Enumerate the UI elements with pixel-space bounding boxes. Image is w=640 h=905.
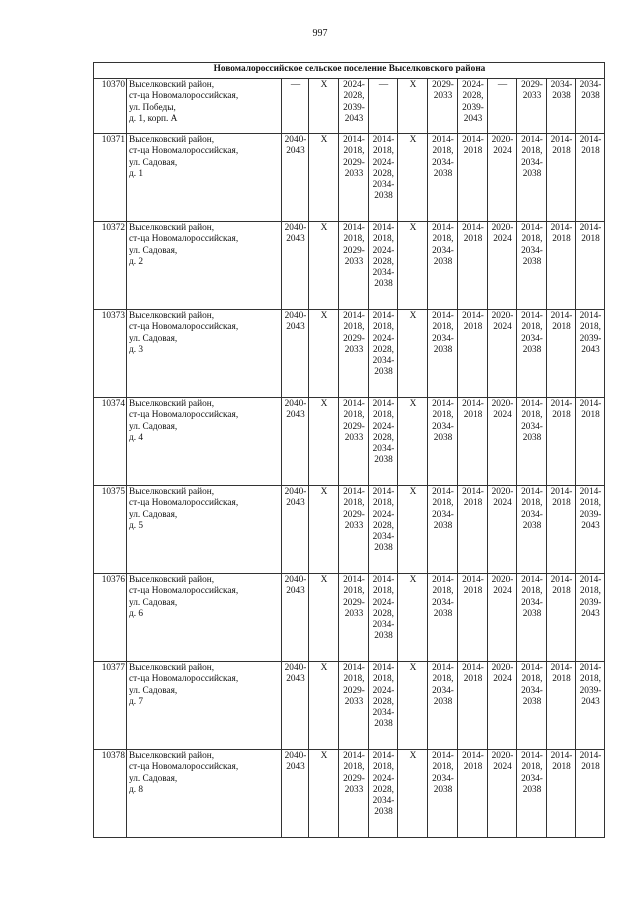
- period-cell: 2014- 2018: [458, 486, 488, 574]
- period-cell: X: [398, 750, 428, 838]
- period-cell: X: [309, 310, 339, 398]
- row-number: 10376: [94, 574, 127, 662]
- period-cell: —: [369, 79, 398, 134]
- period-cell: 2014- 2018, 2034- 2038: [428, 310, 458, 398]
- period-cell: 2020- 2024: [488, 398, 517, 486]
- period-cell: 2014- 2018, 2034- 2038: [517, 222, 547, 310]
- period-cell: 2020- 2024: [488, 222, 517, 310]
- period-cell: 2014- 2018, 2034- 2038: [428, 750, 458, 838]
- period-cell: 2014- 2018, 2029- 2033: [339, 750, 369, 838]
- address-cell: Выселковский район, ст-ца Новомалороссийская, ул. Победы, д. 1, корп. А: [127, 79, 282, 134]
- row-number: 10370: [94, 79, 127, 134]
- period-cell: 2014- 2018, 2024- 2028, 2034- 2038: [369, 574, 398, 662]
- table-row: [94, 574, 605, 662]
- period-cell: 2034- 2038: [576, 79, 605, 134]
- address-cell: Выселковский район, ст-ца Новомалороссийская, ул. Садовая, д. 5: [127, 486, 282, 574]
- period-cell: X: [309, 486, 339, 574]
- period-cell: 2014- 2018, 2034- 2038: [517, 398, 547, 486]
- period-cell: X: [398, 310, 428, 398]
- period-cell: 2014- 2018, 2034- 2038: [428, 222, 458, 310]
- period-cell: X: [398, 134, 428, 222]
- period-cell: 2014- 2018, 2029- 2033: [339, 134, 369, 222]
- period-cell: 2020- 2024: [488, 486, 517, 574]
- page-number: 997: [312, 28, 328, 39]
- row-number: 10372: [94, 222, 127, 310]
- period-cell: 2014- 2018, 2034- 2038: [517, 310, 547, 398]
- period-cell: 2040- 2043: [282, 750, 309, 838]
- period-cell: X: [398, 662, 428, 750]
- address-cell: Выселковский район, ст-ца Новомалороссийская, ул. Садовая, д. 6: [127, 574, 282, 662]
- period-cell: 2014- 2018: [547, 222, 576, 310]
- period-cell: 2029- 2033: [517, 79, 547, 134]
- table-row: [94, 750, 605, 838]
- period-cell: 2014- 2018: [576, 134, 605, 222]
- period-cell: 2014- 2018, 2029- 2033: [339, 486, 369, 574]
- period-cell: 2014- 2018, 2039- 2043: [576, 310, 605, 398]
- row-number: 10374: [94, 398, 127, 486]
- period-cell: 2040- 2043: [282, 222, 309, 310]
- period-cell: 2014- 2018, 2034- 2038: [428, 398, 458, 486]
- period-cell: 2014- 2018: [458, 134, 488, 222]
- row-number: 10371: [94, 134, 127, 222]
- period-cell: 2014- 2018: [458, 222, 488, 310]
- period-cell: 2014- 2018, 2029- 2033: [339, 574, 369, 662]
- table-row: [94, 222, 605, 310]
- period-cell: 2014- 2018, 2024- 2028, 2034- 2038: [369, 222, 398, 310]
- period-cell: 2040- 2043: [282, 662, 309, 750]
- period-cell: 2014- 2018, 2039- 2043: [576, 662, 605, 750]
- period-cell: 2014- 2018: [547, 398, 576, 486]
- table-row: [94, 398, 605, 486]
- period-cell: 2014- 2018, 2024- 2028, 2034- 2038: [369, 750, 398, 838]
- period-cell: X: [398, 486, 428, 574]
- period-cell: 2014- 2018, 2024- 2028, 2034- 2038: [369, 662, 398, 750]
- period-cell: X: [398, 574, 428, 662]
- period-cell: X: [309, 134, 339, 222]
- period-cell: X: [309, 398, 339, 486]
- period-cell: 2014- 2018, 2034- 2038: [428, 486, 458, 574]
- period-cell: 2014- 2018, 2034- 2038: [517, 574, 547, 662]
- period-cell: 2014- 2018: [576, 398, 605, 486]
- period-cell: 2040- 2043: [282, 134, 309, 222]
- period-cell: 2014- 2018: [458, 574, 488, 662]
- period-cell: 2029- 2033: [428, 79, 458, 134]
- period-cell: 2014- 2018: [547, 662, 576, 750]
- period-cell: X: [309, 750, 339, 838]
- period-cell: 2020- 2024: [488, 134, 517, 222]
- table-row: [94, 486, 605, 574]
- period-cell: 2014- 2018, 2029- 2033: [339, 222, 369, 310]
- period-cell: 2020- 2024: [488, 310, 517, 398]
- period-cell: 2014- 2018: [576, 222, 605, 310]
- address-cell: Выселковский район, ст-ца Новомалороссийская, ул. Садовая, д. 2: [127, 222, 282, 310]
- period-cell: 2014- 2018, 2034- 2038: [517, 750, 547, 838]
- period-cell: 2014- 2018, 2034- 2038: [517, 134, 547, 222]
- period-cell: 2014- 2018, 2029- 2033: [339, 662, 369, 750]
- table-row: [94, 310, 605, 398]
- table-row: [94, 134, 605, 222]
- period-cell: 2034- 2038: [547, 79, 576, 134]
- period-cell: 2014- 2018, 2034- 2038: [428, 574, 458, 662]
- address-cell: Выселковский район, ст-ца Новомалороссийская, ул. Садовая, д. 7: [127, 662, 282, 750]
- period-cell: 2014- 2018, 2024- 2028, 2034- 2038: [369, 134, 398, 222]
- register-table: [93, 62, 605, 838]
- period-cell: 2014- 2018, 2039- 2043: [576, 486, 605, 574]
- period-cell: 2020- 2024: [488, 750, 517, 838]
- address-cell: Выселковский район, ст-ца Новомалороссийская, ул. Садовая, д. 3: [127, 310, 282, 398]
- period-cell: 2040- 2043: [282, 486, 309, 574]
- row-number: 10375: [94, 486, 127, 574]
- period-cell: 2014- 2018, 2029- 2033: [339, 398, 369, 486]
- period-cell: X: [398, 222, 428, 310]
- period-cell: —: [282, 79, 309, 134]
- period-cell: 2014- 2018, 2024- 2028, 2034- 2038: [369, 310, 398, 398]
- period-cell: 2014- 2018, 2039- 2043: [576, 574, 605, 662]
- table-row: [94, 79, 605, 134]
- period-cell: 2014- 2018: [458, 662, 488, 750]
- period-cell: X: [309, 574, 339, 662]
- period-cell: X: [398, 398, 428, 486]
- table-row: [94, 662, 605, 750]
- period-cell: 2040- 2043: [282, 398, 309, 486]
- period-cell: 2014- 2018: [458, 750, 488, 838]
- period-cell: 2014- 2018, 2034- 2038: [517, 662, 547, 750]
- row-number: 10377: [94, 662, 127, 750]
- period-cell: 2014- 2018: [458, 310, 488, 398]
- period-cell: 2014- 2018, 2029- 2033: [339, 310, 369, 398]
- period-cell: 2014- 2018, 2034- 2038: [517, 486, 547, 574]
- period-cell: 2014- 2018: [547, 574, 576, 662]
- period-cell: 2040- 2043: [282, 310, 309, 398]
- period-cell: 2014- 2018: [547, 486, 576, 574]
- period-cell: 2014- 2018: [547, 750, 576, 838]
- period-cell: 2014- 2018, 2034- 2038: [428, 134, 458, 222]
- period-cell: 2014- 2018, 2034- 2038: [428, 662, 458, 750]
- section-title: Новомалороссийское сельское поселение Выселковского района: [94, 63, 605, 79]
- period-cell: 2014- 2018: [547, 310, 576, 398]
- period-cell: 2020- 2024: [488, 662, 517, 750]
- period-cell: 2014- 2018, 2024- 2028, 2034- 2038: [369, 486, 398, 574]
- period-cell: 2014- 2018, 2024- 2028, 2034- 2038: [369, 398, 398, 486]
- period-cell: 2014- 2018: [547, 134, 576, 222]
- period-cell: 2024- 2028, 2039- 2043: [458, 79, 488, 134]
- address-cell: Выселковский район, ст-ца Новомалороссийская, ул. Садовая, д. 1: [127, 134, 282, 222]
- period-cell: 2020- 2024: [488, 574, 517, 662]
- address-cell: Выселковский район, ст-ца Новомалороссийская, ул. Садовая, д. 4: [127, 398, 282, 486]
- row-number: 10378: [94, 750, 127, 838]
- row-number: 10373: [94, 310, 127, 398]
- period-cell: X: [309, 79, 339, 134]
- period-cell: 2040- 2043: [282, 574, 309, 662]
- period-cell: 2024- 2028, 2039- 2043: [339, 79, 369, 134]
- period-cell: 2014- 2018: [576, 750, 605, 838]
- period-cell: —: [488, 79, 517, 134]
- address-cell: Выселковский район, ст-ца Новомалороссийская, ул. Садовая, д. 8: [127, 750, 282, 838]
- period-cell: X: [309, 662, 339, 750]
- period-cell: X: [398, 79, 428, 134]
- period-cell: X: [309, 222, 339, 310]
- period-cell: 2014- 2018: [458, 398, 488, 486]
